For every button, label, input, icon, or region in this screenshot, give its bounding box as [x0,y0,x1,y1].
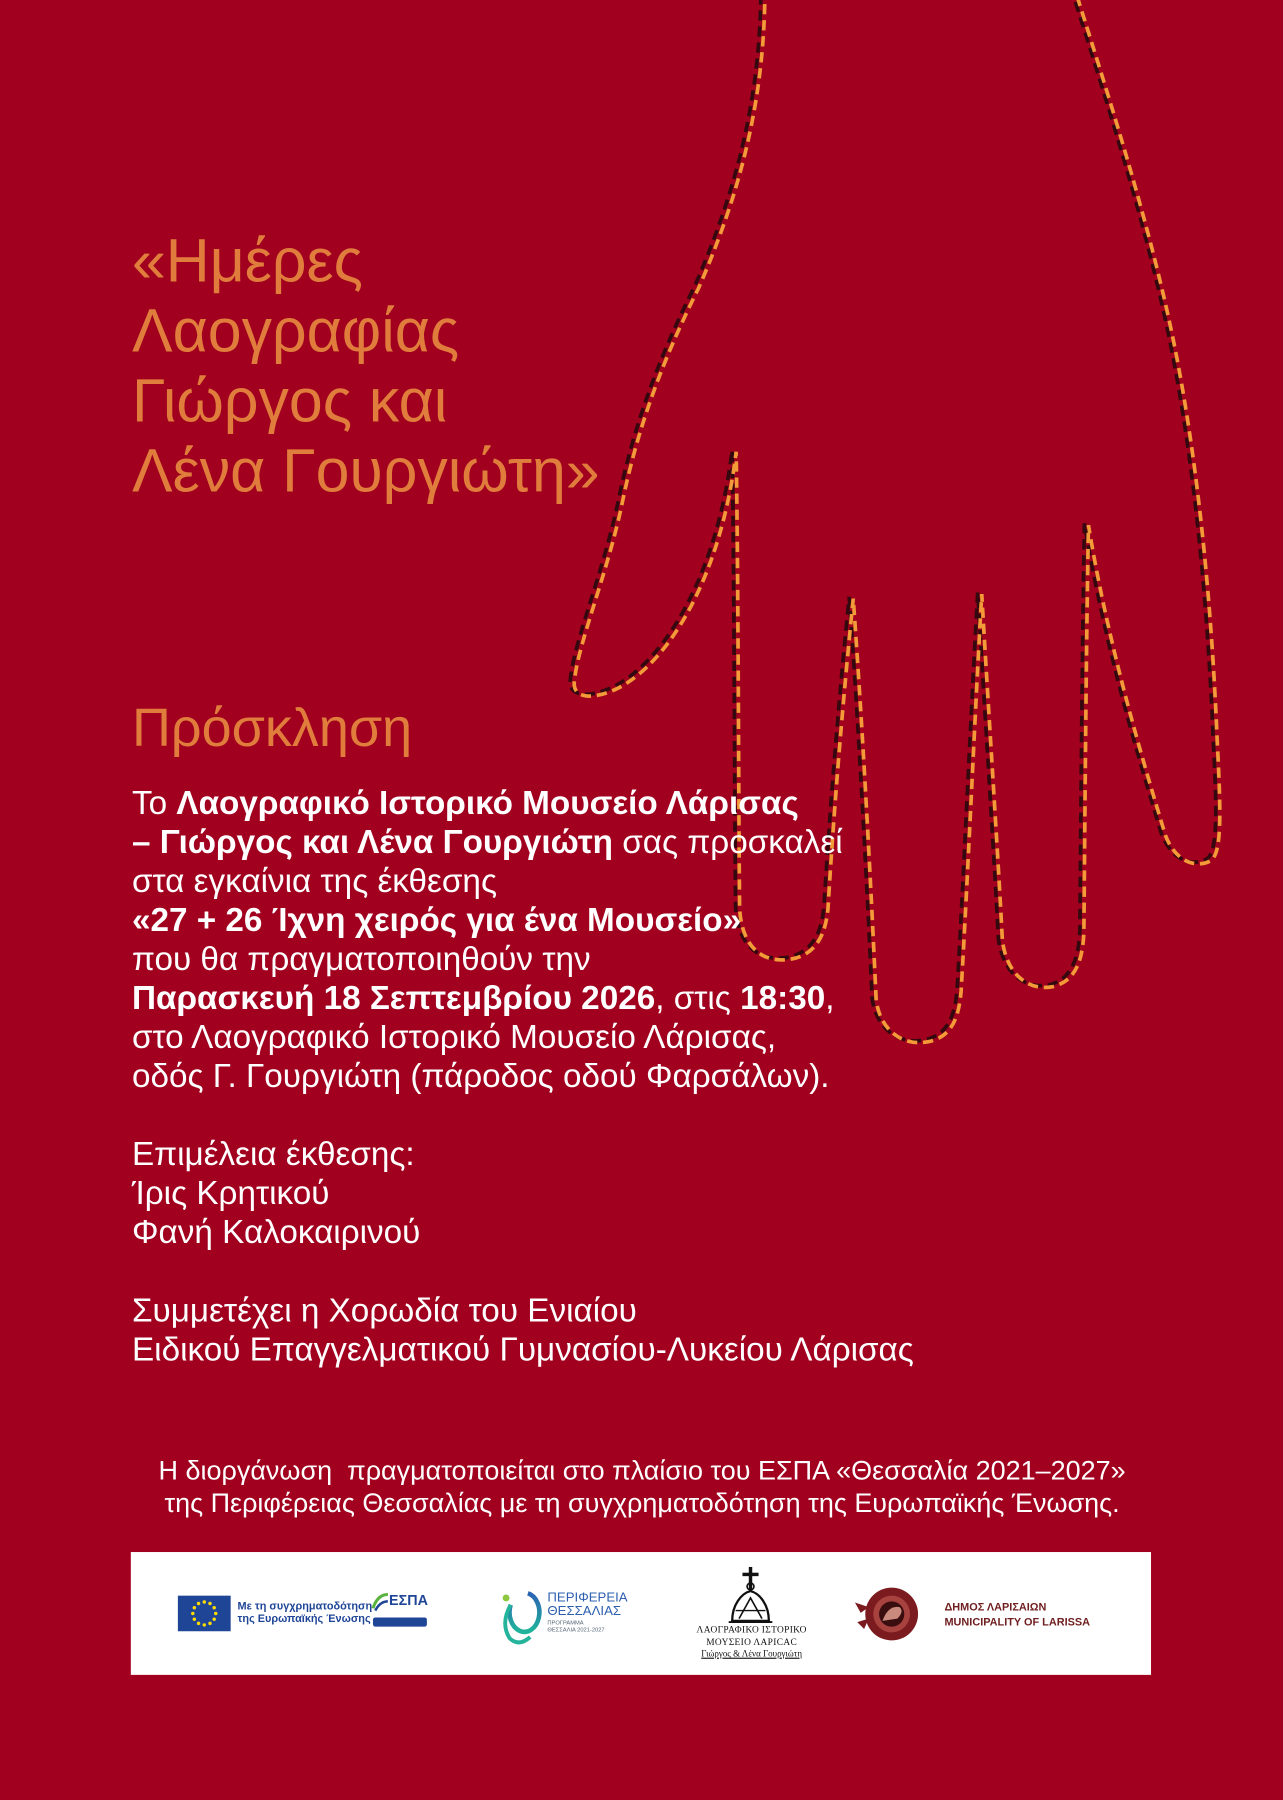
emblem-pattern [739,1598,762,1619]
emblem-body [732,1591,769,1621]
body-line [132,784,843,823]
funding-note-line: της Περιφέρειας Θεσσαλίας με τη συγχρηματοδότηση της Ευρωπαϊκής Ένωσης. [164,1487,1120,1518]
eu-star [203,1600,206,1603]
museum-emblem-icon [729,1567,773,1622]
museum-founders: – Γιώργος και Λένα Γουργιώτη [131,824,614,861]
body-text-run: , [825,980,835,1018]
eu-star [197,1602,200,1605]
body-text-run: σας προσκαλεί [613,824,843,861]
title-line: Λαογραφίας [131,297,460,366]
museum-logo-line: ΜΟΥΣΕΙΟ ΛΑΡΙCΑC [706,1636,798,1647]
title-line: Γιώργος και [131,367,448,436]
event-address: οδός Γ. Γουργιώτη (πάροδος οδού Φαρσάλων). [131,1058,830,1096]
body-line [132,979,843,1018]
region-program [547,1620,604,1634]
curator-name: Ίρις Κρητικού [131,1175,330,1213]
region-swirl [505,1605,530,1643]
sponsor-logos-panel [131,1552,1151,1675]
region-thessaly-logo-icon [503,1593,540,1642]
invitation-text [132,784,843,1096]
curators-block [132,1135,420,1252]
municipality-name-line: ΔΗΜΟΣ ΛΑΡΙΣΑΙΩΝ [944,1601,1047,1615]
municipality-name-line: MUNICIPALITY OF LARISSA [944,1616,1091,1629]
funding-note-line: Η διοργάνωση πραγματοποιείται στο πλαίσιο του ΕΣΠΑ «Θεσσαλία 2021–2027» [158,1455,1126,1486]
body-line: που θα πραγματοποιηθούν την [131,941,591,979]
eu-cofunding-text [238,1600,373,1625]
curators-label: Επιμέλεια έκθεσης: [131,1136,415,1174]
region-name-line: ΘΕΣΣΑΛΙΑΣ [547,1604,622,1619]
region-name [547,1592,627,1618]
museum-name: Λαογραφικό Ιστορικό Μουσείο Λάρισας [176,785,799,822]
eu-star [214,1612,217,1615]
region-ring [510,1593,540,1632]
eu-star [208,1602,211,1605]
region-program-line: ΘΕΣΣΑΛΙΑ 2021-2027 [547,1626,605,1634]
curator-name: Φανή Καλοκαιρινού [131,1214,421,1252]
participation-line: Συμμετέχει η Χορωδία του Ενιαίου [131,1292,637,1330]
espa-swoosh-blue [375,1601,388,1610]
body-text-run: Το [131,785,177,822]
eu-star [203,1623,206,1626]
emblem-cross-vertical [749,1567,752,1590]
municipality-seal-icon [855,1588,918,1641]
espa-bar [373,1617,427,1626]
participation-line: Ειδικού Επαγγελματικού Γυμνασίου-Λυκείου Λάρισας [131,1331,914,1369]
funding-note [132,1454,1152,1518]
body-line [132,823,843,862]
emblem-cross-horizontal [742,1573,758,1576]
event-venue: στο Λαογραφικό Ιστορικό Μουσείο Λάρισας, [131,1019,777,1057]
eu-star [193,1617,196,1620]
body-line [132,901,843,940]
eu-flag-icon [178,1596,231,1632]
eu-star [197,1622,200,1625]
region-name-line: ΠΕΡΙΦΕΡΕΙΑ [547,1591,628,1605]
eu-star [193,1606,196,1609]
eu-star [208,1622,211,1625]
invitation-heading: Πρόσκληση [131,696,413,758]
title-line: «Ημέρες [131,227,363,296]
event-title [132,226,600,506]
eu-star [191,1612,194,1615]
eu-text-line: Με τη συγχρηματοδότηση [237,1600,373,1613]
museum-logo-line: ΛΑΟΓΡΑΦΙΚΟ ΙΣΤΟΡΙΚΟ [696,1624,807,1635]
region-dot [503,1595,510,1602]
participation-block [132,1291,914,1369]
municipality-name [944,1600,1090,1630]
body-text-run: , στις [655,980,741,1018]
eu-star [212,1606,215,1609]
eu-star [212,1617,215,1620]
exhibition-title: «27 + 26 Ίχνη χειρός για ένα Μουσείο» [131,902,742,940]
museum-logo-founders: Γιώργος & Λένα Γουργιώτη [701,1648,803,1659]
body-line: στα εγκαίνια της έκθεσης [131,863,497,901]
region-program-line: ΠΡΟΓΡΑΜΜΑ [547,1619,584,1627]
event-date: Παρασκευή 18 Σεπτεμβρίου 2026 [131,980,656,1018]
eu-text-line: της Ευρωπαϊκής Ένωσης [237,1612,371,1626]
espa-label: ΕΣΠΑ [389,1592,428,1609]
title-line: Λένα Γουργιώτη» [131,437,600,506]
event-time: 18:30 [740,980,826,1018]
museum-logo-text [683,1624,821,1660]
